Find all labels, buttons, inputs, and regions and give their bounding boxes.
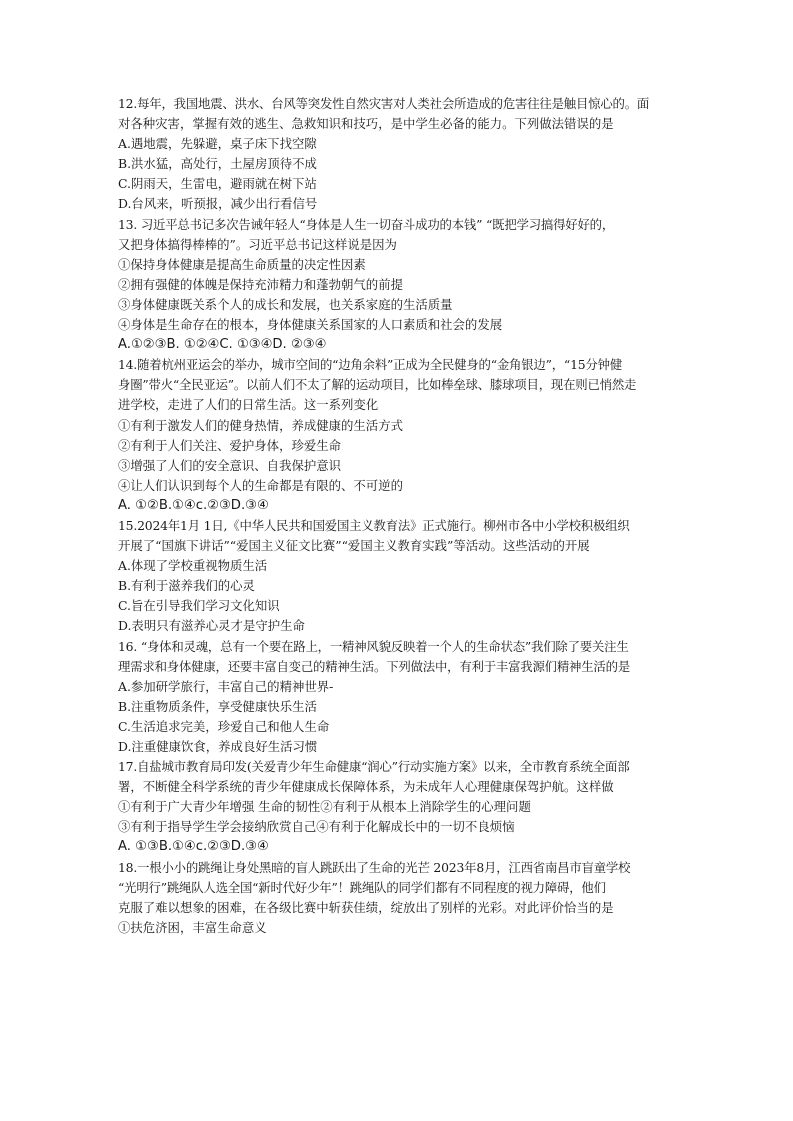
answer-choices: A. ①②B.①④c.②③D.③④ (118, 497, 269, 513)
answer-choices: A. ①③B.①④c.②③D.③④ (118, 839, 269, 855)
question-stem-line: 16. “身体和灵魂，总有一个要在路上，一精神风貌反映着一个人的生命状态”我们除了要关注生 (118, 638, 629, 654)
question-stem-line: 署，不断健全科学系统的青少年健康成长保障体系，为未成年人心理健康保驾护航。这样做 (118, 779, 614, 795)
question-stem-line: 18.一根小小的跳绳让身处黑暗的盲人跳跃出了生命的光芒 2023年8月，江西省南昌市盲童学校 (118, 859, 631, 875)
statement-1: ①有利于激发人们的健身热情，养成健康的生活方式 (118, 417, 403, 433)
option-b: B.有利于滋养我们的心灵 (118, 578, 255, 594)
option-c: C.旨在引导我们学习文化知识 (118, 598, 280, 614)
question-stem-line: 开展了“国旗下讲话”“爱国主义征文比赛”“爱国主义教育实践”等活动。这些活动的开展 (118, 538, 590, 554)
option-c: C.生活追求完美，珍爱自己和他人生命 (118, 718, 330, 734)
statement-1: ①扶危济困，丰富生命意义 (118, 919, 267, 935)
question-stem-line: 身圈”带火“全民亚运”。以前人们不太了解的运动项目，比如棒垒球、膝球项目，现在则已悄然走 (118, 377, 637, 393)
statement-1: ①保持身体健康是提高生命质量的决定性因素 (118, 256, 366, 272)
question-stem-line: 克服了难以想象的困难，在各级比赛中斩获佳绩，绽放出了别样的光彩。对此评价恰当的是 (118, 899, 614, 915)
question-17 (118, 757, 678, 857)
answer-choices: A.①②③B. ①②④C. ①③④D. ②③④ (118, 337, 327, 353)
option-a: A.体现了学校重视物质生活 (118, 558, 268, 574)
option-c: C.阴雨天，生雷电，避雨就在树下站 (118, 176, 317, 192)
question-stem-line: 15.2024年1月 1日,《中华人民共和国爱国主义教育法》正式施行。柳州市各中小学校积极组织 (118, 517, 630, 533)
question-stem-line: 17.自盐城市教育局印发(关爱青少年生命健康“润心”行动实施方案》以来，全市教育系统全面部 (118, 759, 630, 775)
exam-page (118, 94, 678, 938)
option-d: D.注重健康饮食，养成良好生活习惯 (118, 739, 318, 754)
statement-2: ②拥有强健的体魄是保持充沛精力和蓬勃朝气的前提 (118, 276, 403, 292)
question-stem-line: 进学校，走进了人们的日常生活。这一系列变化 (118, 397, 379, 413)
statement-1-2: ①有利于广大青少年增强 生命的韧性②有利于从根本上消除学生的心理问题 (118, 799, 531, 815)
question-stem-line: “光明行”跳绳队人选全国“新时代好少年”！跳绳队的同学们都有不同程度的视力障碍，他们 (118, 879, 606, 895)
option-d: D.台风来，听预报，减少出行看信号 (118, 196, 318, 212)
question-stem-line: 13. 习近平总书记多次告诫年轻人“身体是人生一切奋斗成功的本钱” “既把学习搞得好好的， (118, 216, 615, 232)
question-stem-line: 对各种灾害，掌握有效的逃生、急救知识和技巧，是中学生必备的能力。下列做法错误的是 (118, 116, 614, 132)
question-stem-line: 14.随着杭州亚运会的举办，城市空间的“边角余料”正成为全民健身的“金角银边”，“15分钟健 (118, 357, 623, 373)
statement-3: ③身体健康既关系个人的成长和发展，也关系家庭的生活质量 (118, 296, 453, 312)
option-b: B.洪水猛，高处行，土屋房顶待不成 (118, 156, 317, 172)
question-stem-line: 又把身体搞得棒棒的”。习近平总书记这样说是因为 (118, 236, 397, 252)
question-16 (118, 637, 678, 758)
question-stem-line: 理需求和身体健康，还要丰富自变己的精神生活。下列做法中，有利于丰富我源们精神生活的是 (118, 658, 631, 674)
option-b: B.注重物质条件，享受健康快乐生活 (118, 698, 317, 714)
question-stem-line: 12.每年，我国地震、洪水、台风等突发性自然灾害对人类社会所造成的危害往往是触目惊心的。面 (118, 96, 650, 111)
statement-3-4: ③有利于指导学生学会接纳欣赏自己④有利于化解成长中的一切不良烦恼 (118, 819, 515, 835)
option-d: D.表明只有滋养心灵才是守护生命 (118, 618, 305, 634)
question-12 (118, 94, 678, 215)
question-14 (118, 355, 678, 516)
question-15 (118, 516, 678, 637)
statement-3: ③增强了人们的安全意识、自我保护意识 (118, 457, 342, 473)
question-13 (118, 215, 678, 356)
statement-2: ②有利于人们关注、爱护身体，珍爱生命 (118, 437, 342, 453)
statement-4: ④身体是生命存在的根本，身体健康关系国家的人口素质和社会的发展 (118, 317, 503, 333)
option-a: A.遇地震，先躲避，桌子床下找空隙 (118, 136, 317, 152)
option-a: A.参加研学旅行，丰富自己的精神世界- (118, 678, 334, 694)
question-18 (118, 858, 678, 938)
statement-4: ④让人们认识到每个人的生命都是有限的、不可逆的 (118, 477, 403, 493)
